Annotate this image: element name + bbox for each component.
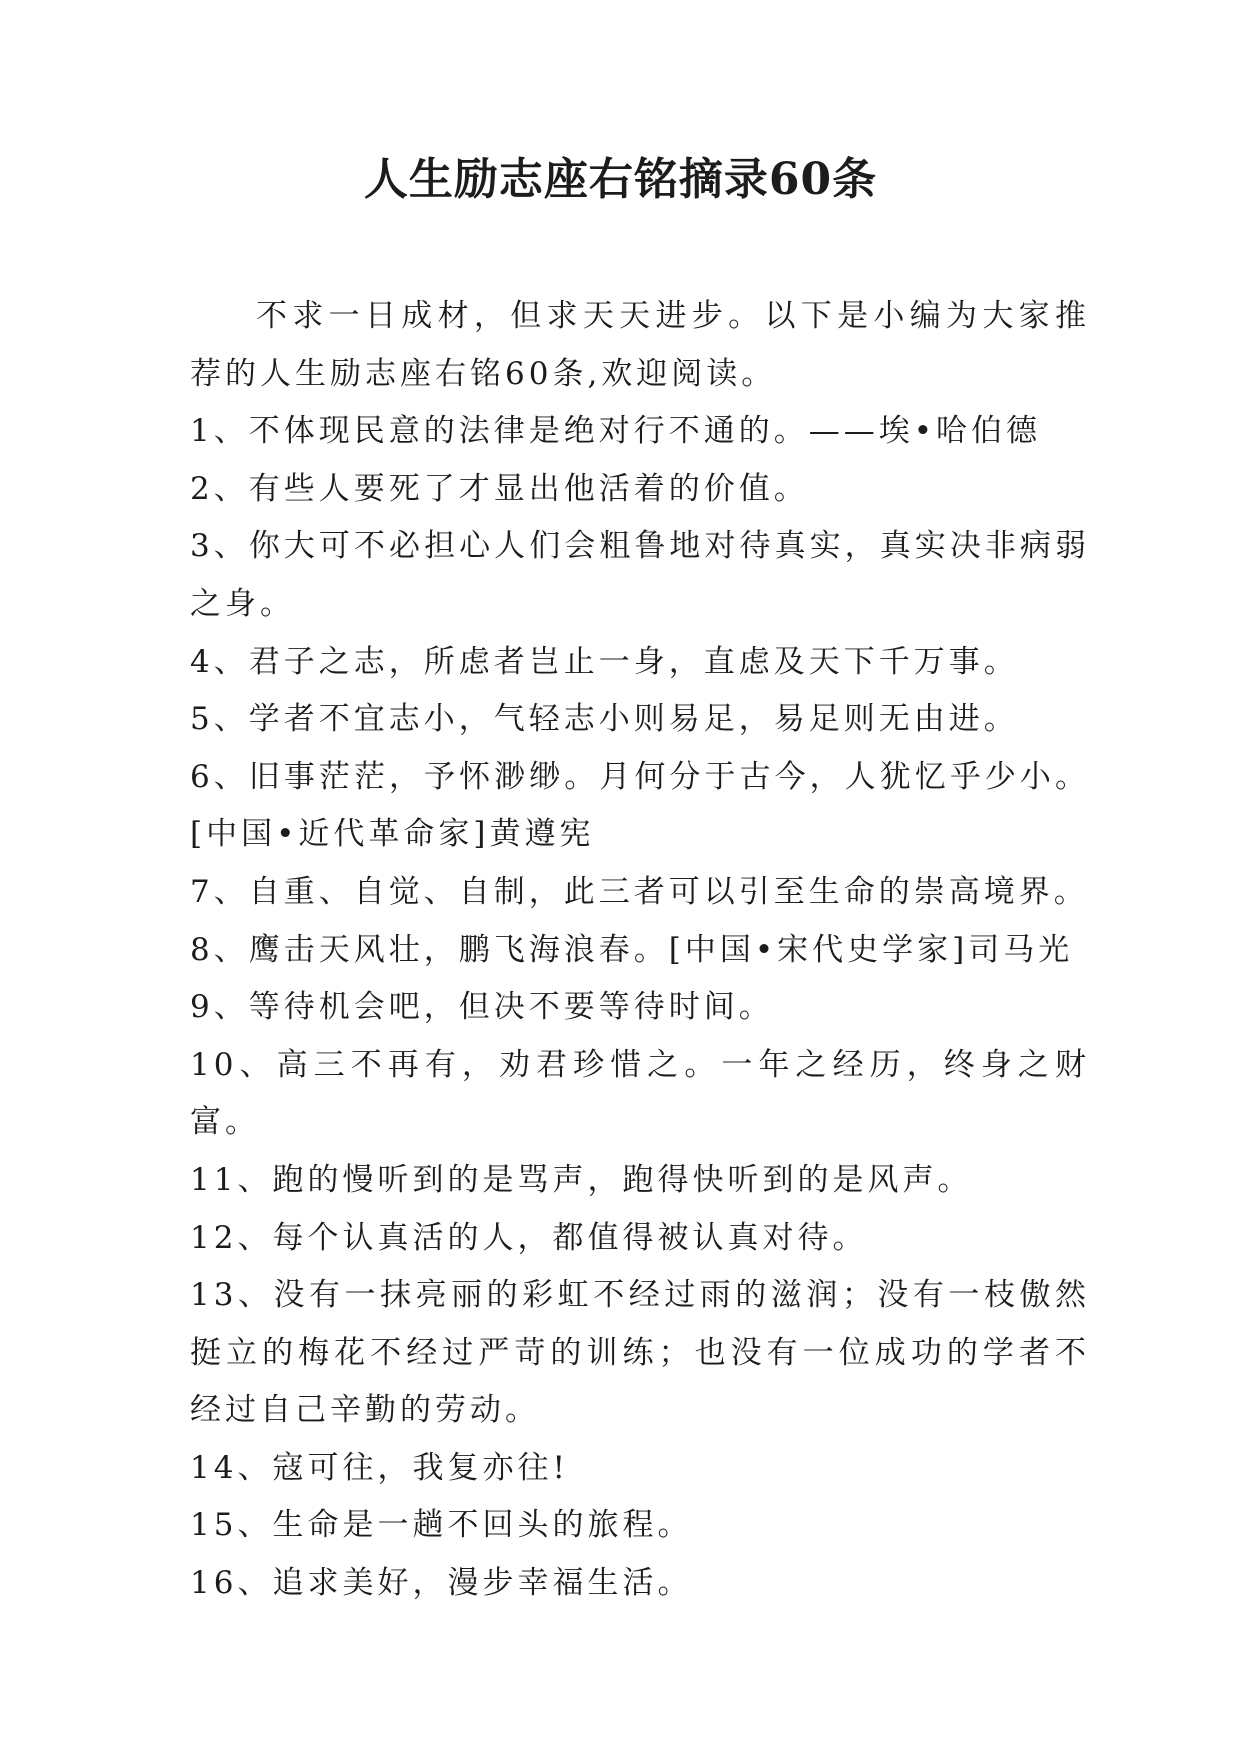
list-item: 8、鹰击天风壮，鹏飞海浪春。[中国•宋代史学家]司马光: [190, 931, 1074, 968]
list-item: 10、高三不再有，劝君珍惜之。一年之经历，终身之财富。: [190, 1046, 1090, 1141]
list-item: 15、生命是一趟不回头的旅程。: [190, 1507, 693, 1544]
list-item: 14、寇可往，我复亦往!: [190, 1449, 569, 1486]
list-item: 4、君子之志，所虑者岂止一身，直虑及天下千万事。: [190, 643, 1019, 680]
list-item: 9、等待机会吧，但决不要等待时间。: [190, 989, 774, 1026]
document-title: 人生励志座右铭摘录60条: [363, 154, 878, 205]
list-item: 3、你大可不必担心人们会粗鲁地对待真实，真实决非病弱之身。: [190, 528, 1090, 622]
list-item: 13、没有一抹亮丽的彩虹不经过雨的滋润；没有一枝傲然挺立的梅花不经过严苛的训练；也没有一位成功的学者不经过自己辛勤的劳动。: [190, 1277, 1090, 1429]
list-item: 16、追求美好，漫步幸福生活。: [190, 1565, 693, 1602]
list-item: 2、有些人要死了才显出他活着的价值。: [190, 470, 809, 507]
list-item: 6、旧事茫茫，予怀渺缈。月何分于古今，人犹忆乎少小。[中国•近代革命家]黄遵宪: [190, 758, 1090, 853]
list-item: 7、自重、自觉、自制，此三者可以引至生命的崇高境界。: [190, 873, 1089, 910]
intro-paragraph: 不求一日成材，但求天天进步。以下是小编为大家推荐的人生励志座右铭60条,欢迎阅读。: [190, 298, 1090, 392]
list-item: 11、跑的慢听到的是骂声，跑得快听到的是风声。: [190, 1161, 973, 1198]
document-body: [190, 288, 1090, 1613]
list-item: 1、不体现民意的法律是绝对行不通的。——埃•哈伯德: [190, 413, 1042, 450]
list-item: 5、学者不宜志小，气轻志小则易足，易足则无由进。: [190, 701, 1019, 738]
list-item: 12、每个认真活的人，都值得被认真对待。: [190, 1219, 868, 1256]
